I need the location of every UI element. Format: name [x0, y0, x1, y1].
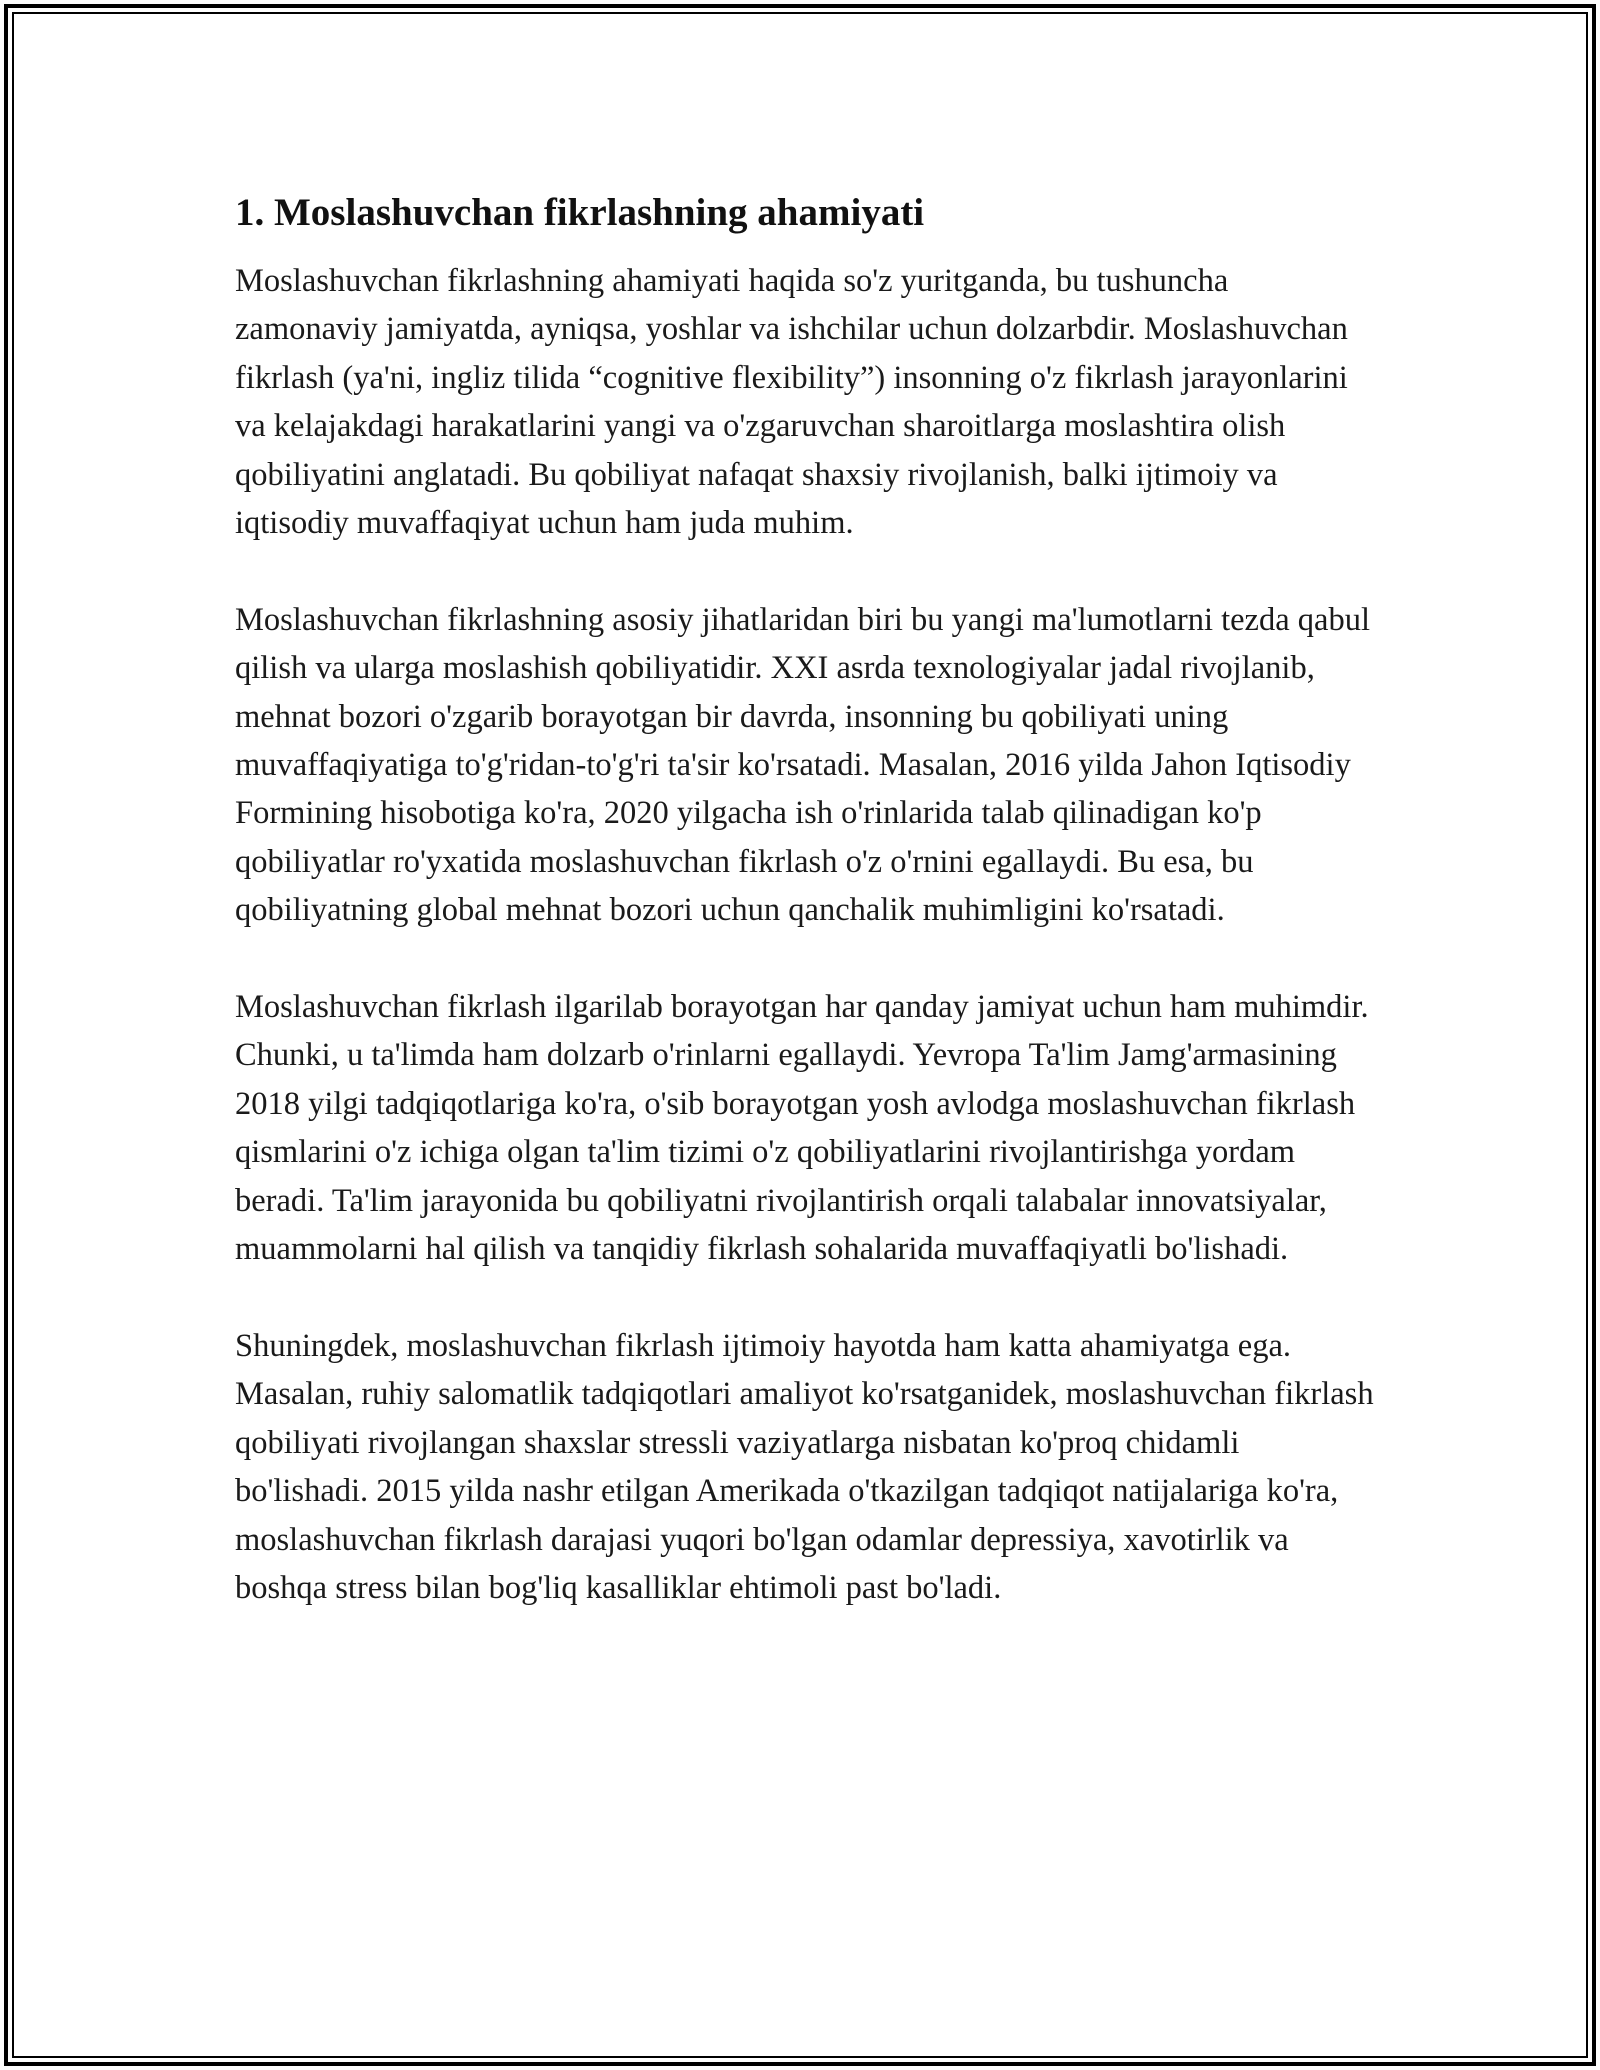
section-heading: 1. Moslashuvchan fikrlashning ahamiyati: [235, 191, 925, 234]
paragraph-4: Shuningdek, moslashuvchan fikrlash ijtimoiy hayotda ham katta ahamiyatga ega. Masalan, ruhiy salomatlik tadqiqotlari amaliyot ko'rsatganidek, moslashuvchan fikrlash qobiliyati rivojlangan shaxslar stressli vaziyatlarga nisbatan ko'proq chidamli bo'lishadi. 2015 yilda nashr etilgan Amerikada o'tkazilgan tadqiqot natijalariga ko'ra, moslashuvchan fikrlash darajasi yuqori bo'lgan odamlar depressiya, xavotirlik va boshqa stress bilan bog'liq kasalliklar ehtimoli past bo'ladi.: [235, 1327, 1374, 1606]
paragraph-2: Moslashuvchan fikrlashning asosiy jihatlaridan biri bu yangi ma'lumotlarni tezda qabul qilish va ularga moslashish qobiliyatidir. XXI asrda texnologiyalar jadal rivojlanib, mehnat bozori o'zgarib borayotgan bir davrda, insonning bu qobiliyati uning muvaffaqiyatiga to'g'ridan-to'g'ri ta'sir ko'rsatadi. Masalan, 2016 yilda Jahon Iqtisodiy Formining hisobotiga ko'ra, 2020 yilgacha ish o'rinlarida talab qilinadigan ko'p qobiliyatlar ro'yxatida moslashuvchan fikrlash o'z o'rnini egallaydi. Bu esa, bu qobiliyatning global mehnat bozori uchun qanchalik muhimligini ko'rsatadi.: [235, 601, 1370, 929]
paragraph-1: Moslashuvchan fikrlashning ahamiyati haqida so'z yuritganda, bu tushuncha zamonaviy jamiyatda, ayniqsa, yoshlar va ishchilar uchun dolzarbdir. Moslashuvchan fikrlash (ya'ni, ingliz tilida “cognitive flexibility”) insonning o'z fikrlash jarayonlarini va kelajakdagi harakatlarini yangi va o'zgaruvchan sharoitlarga moslashtira olish qobiliyatini anglatadi. Bu qobiliyat nafaqat shaxsiy rivojlanish, balki ijtimoiy va iqtisodiy muvaffaqiyat uchun ham juda muhim.: [235, 263, 1348, 542]
document-body: [235, 183, 1375, 1661]
paragraph-3: Moslashuvchan fikrlash ilgarilab borayotgan har qanday jamiyat uchun ham muhimdir. Chunki, u ta'limda ham dolzarb o'rinlarni egallaydi. Yevropa Ta'lim Jamg'armasining 2018 yilgi tadqiqotlariga ko'ra, o'sib borayotgan yosh avlodga moslashuvchan fikrlash qismlarini o'z ichiga olgan ta'lim tizimi o'z qobiliyatlarini rivojlantirishga yordam beradi. Ta'lim jarayonida bu qobiliyatni rivojlantirish orqali talabalar innovatsiyalar, muammolarni hal qilish va tanqidiy fikrlash sohalarida muvaffaqiyatli bo'lishadi.: [235, 989, 1369, 1268]
